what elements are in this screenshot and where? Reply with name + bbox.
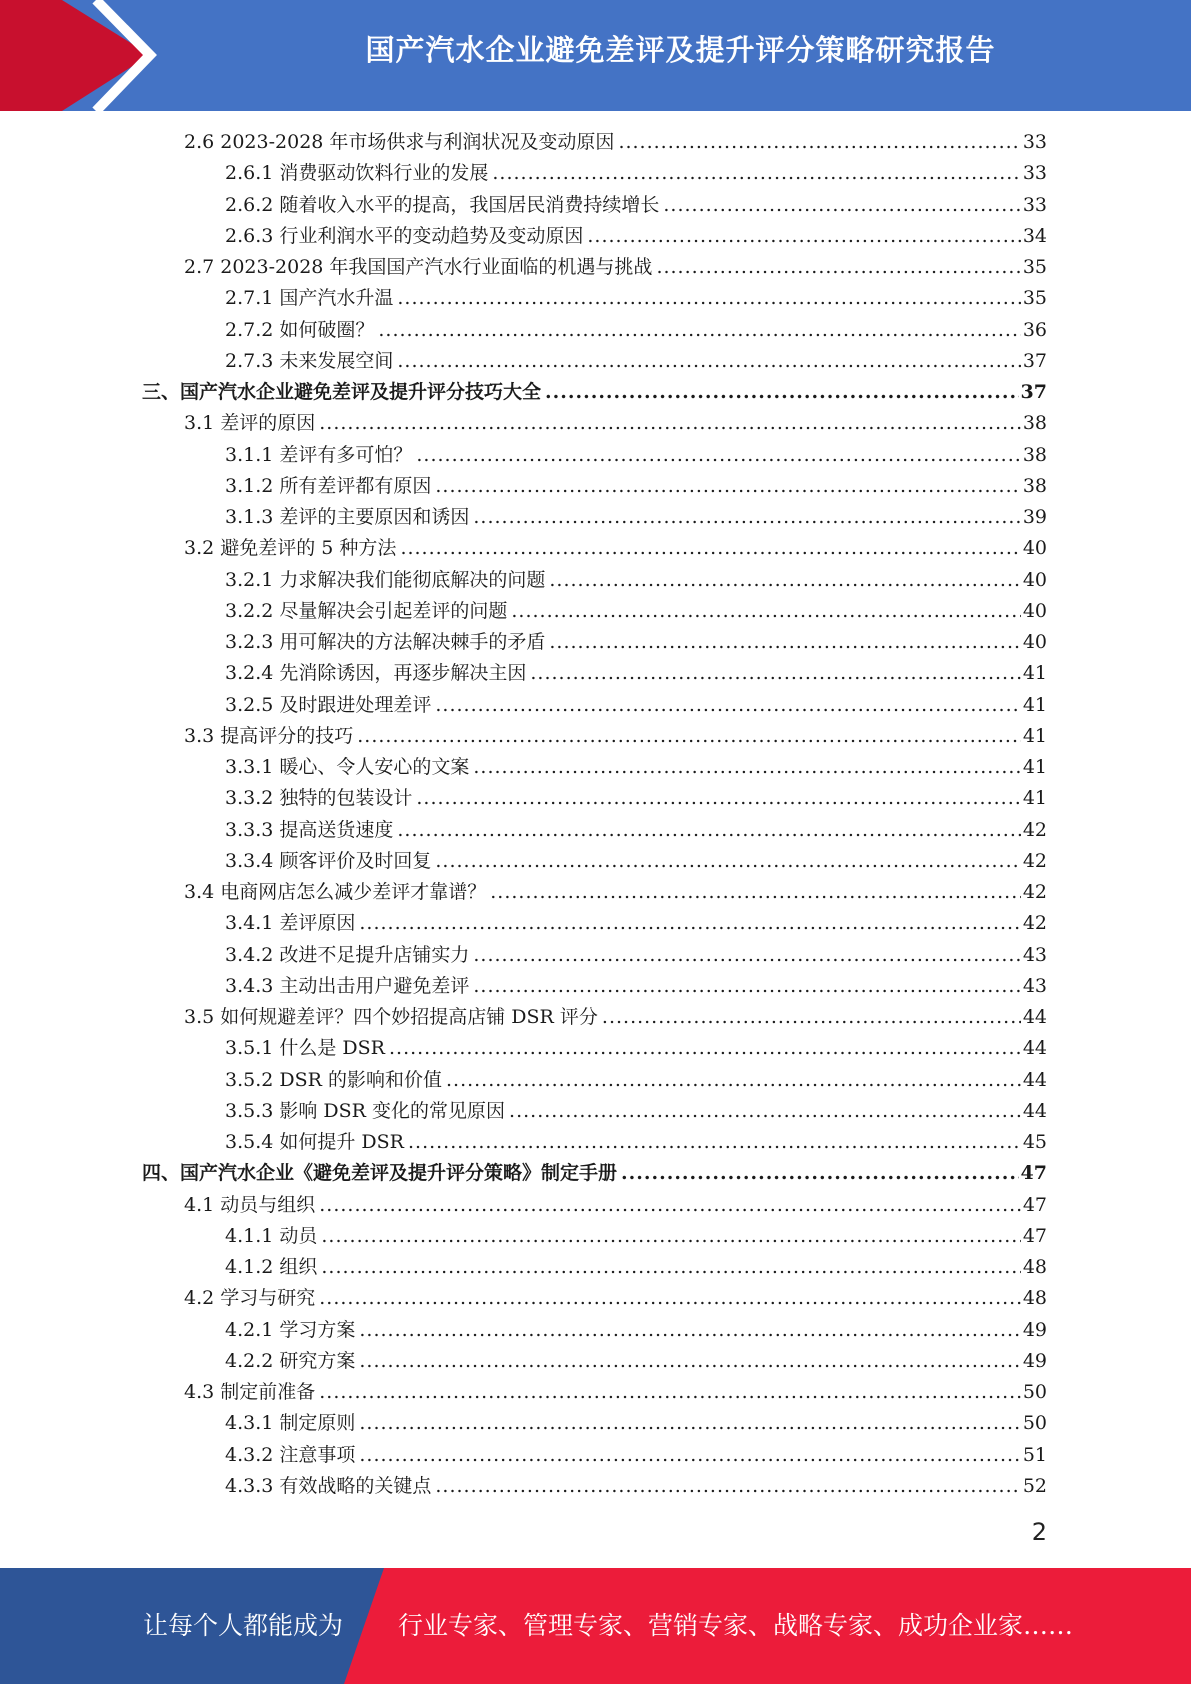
toc-entry-label: 3.2.1 力求解决我们能彻底解决的问题 bbox=[225, 568, 546, 591]
toc-entry-page: 37 bbox=[1020, 381, 1047, 403]
toc-dot-leader bbox=[435, 846, 1020, 877]
toc-entry[interactable] bbox=[225, 783, 1047, 814]
toc-dot-leader bbox=[416, 440, 1020, 471]
toc-dot-leader bbox=[319, 1190, 1021, 1221]
toc-entry-page: 37 bbox=[1022, 349, 1047, 372]
toc-entry-page: 40 bbox=[1022, 537, 1047, 560]
toc-entry[interactable] bbox=[225, 565, 1047, 596]
toc-entry-page: 40 bbox=[1022, 599, 1047, 622]
toc-dot-leader bbox=[319, 408, 1021, 439]
toc-entry[interactable] bbox=[225, 1221, 1047, 1252]
toc-entry[interactable] bbox=[225, 846, 1047, 877]
toc-entry-label: 4.3.3 有效战略的关键点 bbox=[225, 1474, 432, 1497]
toc-dot-leader bbox=[400, 533, 1020, 564]
toc-entry-page: 47 bbox=[1020, 1162, 1047, 1185]
toc-dot-leader bbox=[530, 658, 1020, 689]
toc-entry[interactable] bbox=[142, 377, 1047, 408]
toc-entry-label: 3.4 电商网店怎么减少差评才靠谱？ bbox=[184, 881, 487, 903]
toc-entry[interactable] bbox=[225, 1033, 1047, 1064]
toc-entry-label: 2.6.3 行业利润水平的变动趋势及变动原因 bbox=[225, 224, 584, 247]
toc-entry[interactable] bbox=[225, 1346, 1047, 1377]
toc-entry-label: 3.3.4 顾客评价及时回复 bbox=[225, 849, 432, 872]
toc-dot-leader bbox=[359, 1408, 1020, 1439]
toc-dot-leader bbox=[416, 783, 1020, 814]
toc-entry-page: 48 bbox=[1022, 1287, 1047, 1310]
toc-entry-label: 3.4.3 主动出击用户避免差评 bbox=[225, 974, 470, 997]
toc-dot-leader bbox=[621, 1158, 1019, 1189]
toc-entry[interactable] bbox=[225, 502, 1047, 533]
toc-entry-label: 2.7.2 如何破圈？ bbox=[225, 318, 375, 341]
toc-entry-label: 4.1.2 组织 bbox=[225, 1256, 318, 1278]
toc-entry-label: 4.2.2 研究方案 bbox=[225, 1349, 356, 1372]
toc-entry-label: 3.5.2 DSR 的影响和价值 bbox=[225, 1068, 442, 1091]
toc-dot-leader bbox=[359, 908, 1020, 939]
toc-entry[interactable] bbox=[225, 815, 1047, 846]
toc-entry-page: 51 bbox=[1022, 1443, 1047, 1466]
toc-entry[interactable] bbox=[225, 221, 1047, 252]
header-title: 国产汽水企业避免差评及提升评分策略研究报告 bbox=[365, 33, 996, 67]
toc-entry-label: 2.6.2 随着收入水平的提高，我国居民消费持续增长 bbox=[225, 193, 660, 216]
toc-dot-leader bbox=[321, 1221, 1020, 1252]
toc-entry[interactable] bbox=[225, 440, 1047, 471]
toc-entry-label: 三、国产汽水企业避免差评及提升评分技巧大全 bbox=[142, 381, 542, 403]
toc-entry-label: 四、国产汽水企业《避免差评及提升评分策略》制定手册 bbox=[142, 1162, 618, 1185]
toc-entry-label: 2.6.1 消费驱动饮料行业的发展 bbox=[225, 162, 489, 185]
toc-entry[interactable] bbox=[225, 158, 1047, 189]
toc-dot-leader bbox=[319, 1377, 1021, 1408]
toc-entry[interactable] bbox=[225, 1440, 1047, 1471]
toc-entry-label: 3.1.3 差评的主要原因和诱因 bbox=[225, 506, 470, 528]
toc-dot-leader bbox=[389, 1033, 1021, 1064]
toc-dot-leader bbox=[319, 1283, 1021, 1314]
toc-entry[interactable] bbox=[225, 315, 1047, 346]
toc-entry[interactable] bbox=[184, 721, 1047, 752]
toc-entry[interactable] bbox=[225, 971, 1047, 1002]
toc-entry-label: 3.2.5 及时跟进处理差评 bbox=[225, 693, 432, 716]
toc-entry-page: 33 bbox=[1022, 193, 1047, 216]
toc-dot-leader bbox=[618, 127, 1020, 158]
toc-dot-leader bbox=[359, 1440, 1020, 1471]
toc-entry[interactable] bbox=[184, 877, 1047, 908]
toc-entry-page: 41 bbox=[1022, 787, 1047, 810]
toc-entry-page: 47 bbox=[1022, 1193, 1047, 1216]
toc-entry-page: 49 bbox=[1022, 1349, 1047, 1372]
toc-entry[interactable] bbox=[225, 908, 1047, 939]
toc-entry[interactable] bbox=[184, 1002, 1047, 1033]
toc-entry-page: 49 bbox=[1022, 1318, 1047, 1341]
toc-entry-label: 2.7.1 国产汽水升温 bbox=[225, 287, 394, 310]
toc-dot-leader bbox=[446, 1065, 1021, 1096]
toc-entry-label: 3.1 差评的原因 bbox=[184, 412, 316, 435]
toc-entry-page: 44 bbox=[1022, 1037, 1047, 1060]
toc-entry-label: 3.2.4 先消除诱因，再逐步解决主因 bbox=[225, 662, 527, 685]
toc-entry[interactable] bbox=[225, 940, 1047, 971]
toc-entry[interactable] bbox=[225, 1471, 1047, 1502]
toc-entry-page: 52 bbox=[1022, 1474, 1047, 1497]
toc-entry[interactable] bbox=[225, 190, 1047, 221]
toc-entry-page: 50 bbox=[1022, 1412, 1047, 1435]
toc-dot-leader bbox=[509, 1096, 1021, 1127]
toc-entry-label: 3.2 避免差评的 5 种方法 bbox=[184, 537, 397, 560]
toc-entry-page: 35 bbox=[1022, 256, 1047, 278]
toc-entry-label: 3.5.1 什么是 DSR bbox=[225, 1037, 385, 1060]
toc-dot-leader bbox=[357, 721, 1021, 752]
toc-dot-leader bbox=[492, 158, 1020, 189]
toc-entry-page: 45 bbox=[1022, 1131, 1047, 1153]
toc-entry[interactable] bbox=[225, 471, 1047, 502]
toc-dot-leader bbox=[435, 1471, 1020, 1502]
toc-dot-leader bbox=[511, 596, 1020, 627]
toc-entry-label: 3.2.3 用可解决的方法解决棘手的矛盾 bbox=[225, 631, 546, 653]
toc-entry-page: 44 bbox=[1022, 1099, 1047, 1122]
toc-entry[interactable] bbox=[225, 1065, 1047, 1096]
toc-dot-leader bbox=[359, 1346, 1020, 1377]
toc-entry-label: 4.2.1 学习方案 bbox=[225, 1318, 356, 1341]
toc-entry-page: 42 bbox=[1022, 818, 1047, 841]
toc-dot-leader bbox=[359, 1315, 1020, 1346]
toc-dot-leader bbox=[397, 346, 1020, 377]
toc-entry[interactable] bbox=[225, 1127, 1047, 1158]
toc-entry[interactable] bbox=[225, 1252, 1047, 1283]
toc-entry-page: 40 bbox=[1022, 631, 1047, 653]
toc-entry-label: 4.3.2 注意事项 bbox=[225, 1443, 356, 1466]
toc-entry-label: 3.5.4 如何提升 DSR bbox=[225, 1131, 404, 1153]
toc-entry[interactable] bbox=[225, 690, 1047, 721]
toc-entry-page: 50 bbox=[1022, 1381, 1047, 1403]
toc-entry[interactable] bbox=[225, 627, 1047, 658]
toc-entry-label: 3.3.3 提高送货速度 bbox=[225, 818, 394, 841]
toc-entry-label: 2.7.3 未来发展空间 bbox=[225, 349, 394, 372]
toc-entry-page: 35 bbox=[1022, 287, 1047, 310]
toc-entry-page: 42 bbox=[1022, 849, 1047, 872]
toc-dot-leader bbox=[397, 283, 1020, 314]
page-footer bbox=[0, 1568, 1191, 1684]
footer-slogan-left: 让每个人都能成为 bbox=[143, 1611, 344, 1640]
footer-slogan-right: 行业专家、管理专家、营销专家、战略专家、成功企业家…… bbox=[398, 1611, 1074, 1640]
toc-entry-label: 2.6 2023-2028 年市场供求与利润状况及变动原因 bbox=[184, 131, 615, 153]
toc-entry-page: 36 bbox=[1022, 318, 1047, 341]
toc-dot-leader bbox=[663, 190, 1020, 221]
toc-entry[interactable] bbox=[225, 752, 1047, 783]
toc-entry-label: 3.3.1 暖心、令人安心的文案 bbox=[225, 756, 470, 778]
toc-dot-leader bbox=[656, 252, 1020, 283]
toc-entry-page: 41 bbox=[1022, 662, 1047, 685]
toc-entry-page: 41 bbox=[1022, 724, 1047, 747]
toc-entry-label: 3.3.2 独特的包装设计 bbox=[225, 787, 413, 810]
toc-entry[interactable] bbox=[225, 1096, 1047, 1127]
toc-entry-page: 43 bbox=[1022, 943, 1047, 966]
toc-dot-leader bbox=[408, 1127, 1021, 1158]
toc-entry-page: 33 bbox=[1022, 131, 1047, 153]
toc-entry-label: 3.5 如何规避差评？四个妙招提高店铺 DSR 评分 bbox=[184, 1006, 598, 1028]
toc-dot-leader bbox=[549, 565, 1020, 596]
toc-entry-label: 3.1.2 所有差评都有原因 bbox=[225, 474, 432, 497]
toc-entry-page: 38 bbox=[1022, 412, 1047, 435]
toc-dot-leader bbox=[602, 1002, 1021, 1033]
toc-entry-page: 38 bbox=[1022, 443, 1047, 466]
toc-entry[interactable] bbox=[225, 346, 1047, 377]
toc-entry[interactable] bbox=[142, 1158, 1047, 1189]
toc-entry-page: 40 bbox=[1022, 568, 1047, 591]
toc-entry-label: 4.1.1 动员 bbox=[225, 1224, 318, 1247]
toc-dot-leader bbox=[549, 627, 1020, 658]
toc-entry-label: 3.5.3 影响 DSR 变化的常见原因 bbox=[225, 1099, 506, 1122]
toc-dot-leader bbox=[397, 815, 1020, 846]
toc-entry[interactable] bbox=[225, 596, 1047, 627]
toc-entry-page: 38 bbox=[1022, 474, 1047, 497]
toc-entry-page: 42 bbox=[1022, 881, 1047, 903]
toc-entry[interactable] bbox=[184, 408, 1047, 439]
toc-entry[interactable] bbox=[184, 1190, 1047, 1221]
page-header bbox=[0, 0, 1191, 111]
toc-entry-label: 3.2.2 尽量解决会引起差评的问题 bbox=[225, 599, 508, 622]
toc-dot-leader bbox=[545, 377, 1019, 408]
toc-entry-page: 43 bbox=[1022, 974, 1047, 997]
toc-dot-leader bbox=[490, 877, 1021, 908]
toc-entry-page: 33 bbox=[1022, 162, 1047, 185]
page-number: 2 bbox=[1031, 1518, 1047, 1546]
toc-entry[interactable] bbox=[184, 1377, 1047, 1408]
toc-entry-page: 48 bbox=[1022, 1256, 1047, 1278]
toc-entry[interactable] bbox=[225, 658, 1047, 689]
toc-entry-page: 41 bbox=[1022, 693, 1047, 716]
toc-dot-leader bbox=[435, 690, 1020, 721]
toc-entry[interactable] bbox=[225, 1408, 1047, 1439]
toc-entry[interactable] bbox=[225, 283, 1047, 314]
toc-entry[interactable] bbox=[184, 127, 1047, 158]
toc-dot-leader bbox=[473, 502, 1020, 533]
toc-entry-page: 39 bbox=[1022, 506, 1047, 528]
toc-entry[interactable] bbox=[184, 1283, 1047, 1314]
toc-entry-label: 3.4.2 改进不足提升店铺实力 bbox=[225, 943, 470, 966]
toc-entry[interactable] bbox=[184, 252, 1047, 283]
toc-entry[interactable] bbox=[184, 533, 1047, 564]
toc-dot-leader bbox=[321, 1252, 1020, 1283]
toc-entry-label: 3.3 提高评分的技巧 bbox=[184, 724, 354, 747]
toc-entry-page: 41 bbox=[1022, 756, 1047, 778]
toc-dot-leader bbox=[473, 752, 1020, 783]
toc-entry-label: 3.4.1 差评原因 bbox=[225, 912, 356, 935]
toc-entry-page: 34 bbox=[1022, 224, 1047, 247]
toc-dot-leader bbox=[473, 940, 1020, 971]
toc-entry-page: 42 bbox=[1022, 912, 1047, 935]
toc-entry-label: 4.2 学习与研究 bbox=[184, 1287, 316, 1310]
toc-entry-page: 44 bbox=[1022, 1068, 1047, 1091]
toc-entry-label: 4.3 制定前准备 bbox=[184, 1381, 316, 1403]
toc-dot-leader bbox=[378, 315, 1020, 346]
toc-dot-leader bbox=[587, 221, 1020, 252]
toc-entry-label: 2.7 2023-2028 年我国国产汽水行业面临的机遇与挑战 bbox=[184, 256, 653, 278]
toc-entry-page: 44 bbox=[1022, 1006, 1047, 1028]
toc-entry-label: 4.1 动员与组织 bbox=[184, 1193, 316, 1216]
toc-dot-leader bbox=[435, 471, 1020, 502]
toc-entry-label: 3.1.1 差评有多可怕？ bbox=[225, 443, 413, 466]
toc-entry-label: 4.3.1 制定原则 bbox=[225, 1412, 356, 1435]
toc-entry[interactable] bbox=[225, 1315, 1047, 1346]
toc-dot-leader bbox=[473, 971, 1020, 1002]
toc-entry-page: 47 bbox=[1022, 1224, 1047, 1247]
